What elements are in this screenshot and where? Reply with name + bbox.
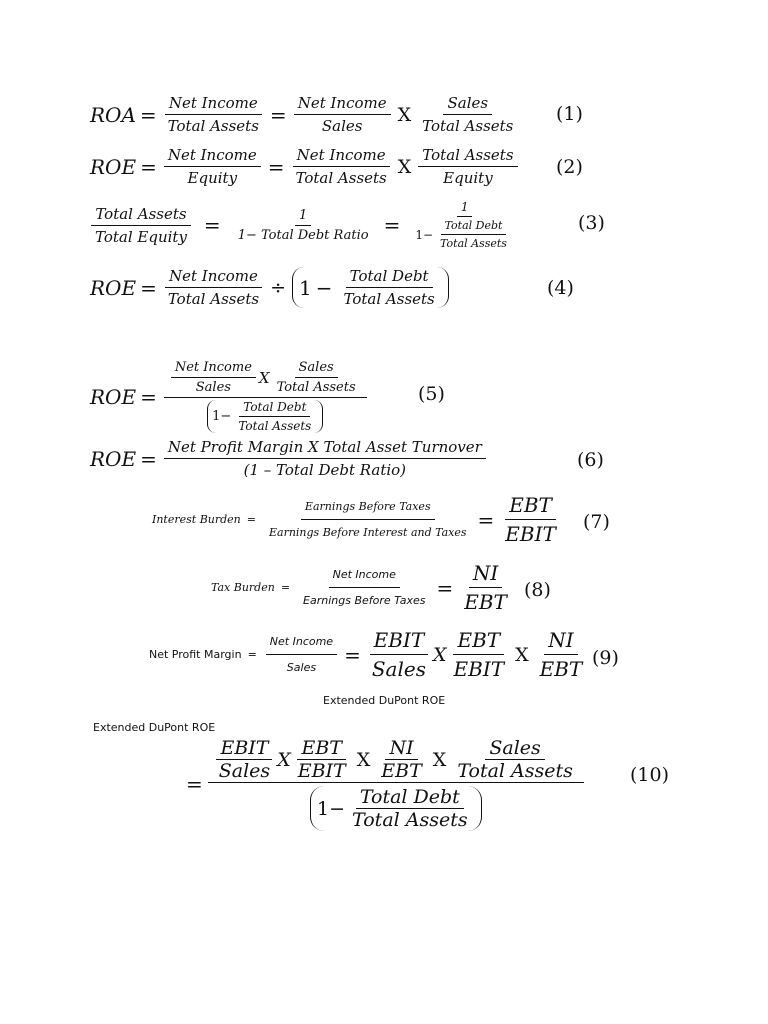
denominator: Sales [371, 657, 426, 681]
denominator: (1 – Total Debt Ratio) [243, 461, 407, 479]
equals-sign: = [436, 575, 454, 600]
fraction-net-income-equity [164, 146, 261, 187]
denominator: Total Assets [440, 237, 507, 250]
equation-number: (7) [583, 511, 610, 533]
fraction-ebt-ebit [294, 737, 350, 782]
roe-symbol: ROE [90, 154, 137, 179]
equals-sign: = [140, 384, 157, 409]
numerator: Sales [485, 737, 544, 760]
numerator: Total Assets [91, 205, 190, 226]
denominator: EBT [464, 590, 507, 614]
times-x: X [277, 748, 291, 771]
fraction-ebit-sales [368, 628, 430, 681]
denominator: EBT [381, 760, 422, 782]
numerator: Total Debt [346, 267, 433, 288]
denominator: EBIT [505, 522, 556, 546]
denominator [411, 217, 518, 250]
fraction-ni-over-ebt-words [299, 568, 429, 607]
one: 1 [299, 275, 312, 300]
numerator: Net Profit Margin X Total Asset Turnover [164, 438, 486, 459]
equals-sign: = [203, 213, 221, 237]
equation-number: (4) [547, 277, 574, 299]
denominator: Sales [321, 117, 363, 135]
denominator: Total Assets [457, 760, 573, 782]
fraction-net-income-total-assets [164, 267, 263, 308]
equation-6 [90, 438, 489, 479]
equals-sign: = [186, 772, 203, 796]
equals-sign: = [269, 102, 287, 127]
numerator: Earnings Before Taxes [301, 500, 435, 520]
minus-sign: − [315, 275, 333, 300]
denominator: Total Assets [295, 169, 387, 187]
roe-symbol: ROE [90, 446, 137, 471]
fraction-total-debt-total-assets [234, 400, 315, 433]
times-x: X [397, 155, 412, 178]
compound-denominator [201, 398, 329, 433]
equals-sign: = [140, 154, 157, 179]
fraction-ebt-ebit [501, 493, 560, 546]
fraction-one-over-nested [411, 200, 518, 250]
equation-number: (6) [577, 449, 604, 471]
equation-number: (8) [524, 579, 551, 601]
denominator: Equity [443, 169, 493, 187]
numerator: Total Debt [441, 219, 507, 235]
divide-sign: ÷ [270, 276, 286, 299]
equation-10 [186, 737, 587, 831]
equation-3 [88, 200, 521, 250]
numerator: Net Income [164, 146, 261, 167]
equals-sign: = [344, 642, 361, 667]
compound-fraction [208, 737, 584, 831]
fraction-ebit-sales [215, 737, 274, 782]
denominator: 1− Total Debt Ratio [237, 227, 369, 243]
numerator: Net Income [165, 94, 262, 115]
numerator: Net Income [294, 94, 391, 115]
equation-8 [211, 561, 514, 614]
numerator: Net Income [165, 267, 262, 288]
numerator: NI [469, 561, 502, 588]
numerator: Net Income [266, 635, 337, 655]
fraction-one-over-debt-ratio [234, 208, 373, 243]
equals-sign: = [383, 213, 401, 237]
equals-sign: = [247, 648, 257, 661]
equals-sign: = [267, 154, 285, 179]
times-x: X [397, 103, 412, 126]
denominator: Sales [286, 661, 317, 674]
numerator: EBT [453, 628, 504, 655]
times-x: X [356, 748, 371, 771]
numerator: Sales [443, 94, 492, 115]
fraction-ebt-ebit [450, 628, 509, 681]
numerator: EBIT [370, 628, 429, 655]
equation-number: (9) [592, 647, 619, 669]
denominator: EBIT [453, 657, 505, 681]
parenthesis-group [292, 267, 449, 308]
equals-sign: = [477, 507, 495, 532]
fraction-ni-ebt [377, 737, 426, 782]
equation-number: (10) [630, 764, 670, 786]
interest-burden-label: Interest Burden [152, 513, 241, 526]
numerator: Total Debt [356, 786, 464, 809]
fraction-sales-total-assets [453, 737, 577, 782]
roe-symbol: ROE [90, 275, 137, 300]
fraction-ni-ebt [536, 628, 587, 681]
equation-9 [149, 628, 589, 681]
fraction-net-income-sales [171, 360, 256, 395]
times-x: X [515, 643, 529, 666]
fraction-ni-over-sales-words [266, 635, 337, 674]
fraction-total-debt-total-assets [436, 219, 511, 250]
fraction-ni-ebt [460, 561, 511, 614]
denominator: Earnings Before Taxes [303, 594, 426, 607]
compound-denominator [304, 783, 488, 831]
times-x: X [432, 643, 447, 666]
fraction-net-income-total-assets [292, 146, 391, 187]
fraction-sales-total-assets [273, 360, 360, 395]
denominator: Total Assets [343, 290, 435, 308]
numerator: NI [385, 737, 417, 760]
denominator: Sales [195, 380, 231, 395]
caption-left: Extended DuPont ROE [93, 721, 216, 734]
numerator: EBT [505, 493, 556, 520]
denominator: Earnings Before Interest and Taxes [268, 526, 467, 539]
denominator: Sales [218, 760, 271, 782]
numerator: Sales [295, 360, 338, 378]
caption-centered: Extended DuPont ROE [323, 694, 446, 707]
equation-1 [90, 94, 520, 135]
equals-sign: = [280, 581, 291, 594]
numerator: Net Income [293, 146, 390, 167]
numerator: 1 [295, 208, 311, 226]
net-profit-margin-label: Net Profit Margin [149, 648, 242, 661]
equals-sign: = [140, 275, 157, 300]
compound-numerator [208, 737, 584, 783]
equation-number: (1) [556, 103, 583, 125]
fraction-sales-total-assets [418, 94, 517, 135]
denominator: EBT [539, 657, 583, 681]
times-x: X [258, 368, 270, 387]
equals-sign: = [139, 102, 157, 127]
fraction-total-assets-total-equity [91, 205, 191, 246]
fraction-total-assets-equity [418, 146, 517, 187]
denominator: Equity [187, 169, 238, 187]
fraction-total-debt-total-assets [348, 786, 472, 831]
denominator: EBIT [297, 760, 346, 782]
denominator: Total Assets [167, 117, 259, 135]
one-minus: 1− [317, 797, 346, 820]
denominator: Total Assets [167, 290, 260, 308]
numerator: 1 [457, 200, 473, 217]
equation-number: (3) [578, 212, 605, 234]
fraction-net-income-sales [294, 94, 391, 135]
equation-5 [90, 360, 370, 433]
roe-symbol: ROE [90, 384, 137, 409]
denominator: Total Equity [95, 227, 187, 246]
equals-sign: = [140, 446, 157, 471]
fraction-net-income-total-assets [164, 94, 263, 135]
compound-numerator [164, 360, 367, 398]
fraction-ebt-over-ebit-words [265, 500, 471, 539]
roa-symbol: ROA [90, 102, 136, 127]
parenthesis-group [207, 400, 323, 433]
equation-number: (2) [556, 156, 583, 178]
numerator: Total Assets [418, 146, 517, 167]
numerator: Net Income [329, 568, 400, 588]
tax-burden-label: Tax Burden [211, 581, 275, 594]
equation-7 [152, 493, 563, 546]
numerator: Net Income [171, 360, 256, 378]
denominator: Total Assets [422, 117, 514, 135]
numerator: EBIT [216, 737, 272, 760]
denominator: Total Assets [276, 380, 356, 395]
fraction-margin-turnover-over-debt [164, 438, 486, 479]
numerator: NI [544, 628, 577, 655]
one-minus: 1− [212, 409, 232, 424]
equation-number: (5) [418, 383, 445, 405]
equation-2 [90, 146, 521, 187]
numerator: Total Debt [239, 400, 310, 417]
equation-4 [90, 267, 451, 308]
denominator: Total Assets [352, 809, 468, 831]
equals-sign: = [246, 513, 256, 526]
fraction-total-debt-total-assets [340, 267, 439, 308]
numerator: EBT [297, 737, 346, 760]
parenthesis-group [310, 786, 482, 831]
compound-fraction [164, 360, 367, 433]
denominator: Total Assets [238, 419, 312, 433]
times-x: X [432, 748, 447, 771]
one-minus: 1− [415, 227, 434, 242]
